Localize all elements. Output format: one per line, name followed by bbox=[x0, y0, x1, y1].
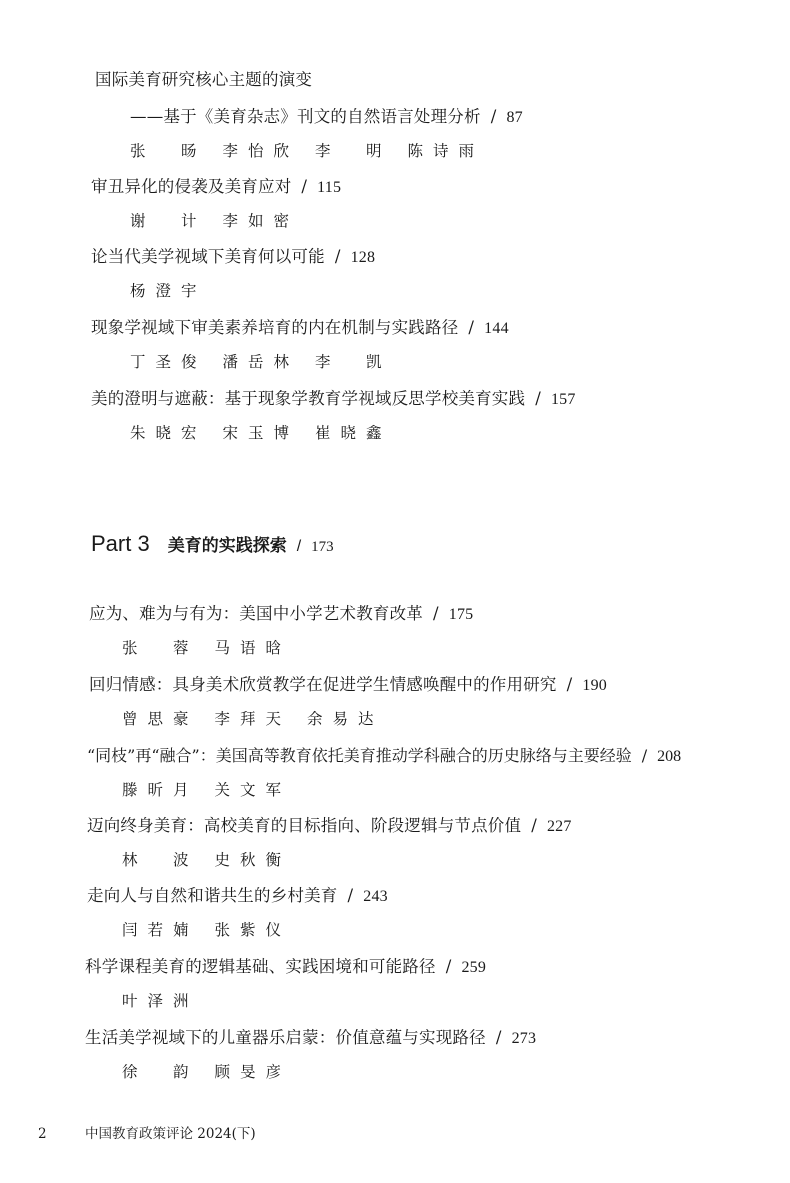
page-number: 157 bbox=[550, 391, 576, 408]
author-name: 顾旻彦 bbox=[214, 1063, 292, 1081]
author-name: 叶泽洲 bbox=[122, 992, 199, 1010]
author-name: 潘岳林 bbox=[222, 353, 300, 371]
title-text: 审丑异化的侵袭及美育应对 bbox=[91, 177, 292, 196]
author-name: 余易达 bbox=[307, 710, 384, 728]
author-name: 崔晓鑫 bbox=[315, 424, 392, 442]
separator: / bbox=[433, 604, 439, 623]
author-name: 徐 韵 bbox=[122, 1063, 199, 1081]
footer-page-number: 2 bbox=[38, 1126, 47, 1142]
author-name: 曾思豪 bbox=[122, 710, 199, 728]
author-name: 李 凯 bbox=[315, 353, 392, 371]
page-number: 208 bbox=[657, 748, 682, 765]
author-name: 李如密 bbox=[222, 212, 300, 230]
author-name: 李怡欣 bbox=[222, 142, 300, 160]
toc-entry-title bbox=[91, 179, 341, 196]
toc-entry-title bbox=[87, 748, 681, 765]
toc-entry-authors bbox=[130, 214, 299, 230]
toc-entry-authors bbox=[122, 923, 291, 939]
page-number: 227 bbox=[546, 818, 572, 835]
toc-entry-title bbox=[91, 391, 576, 408]
author-name: 闫若婻 bbox=[122, 921, 199, 939]
toc-entry-authors bbox=[130, 284, 207, 300]
title-text: 科学课程美育的逻辑基础、实践困境和可能路径 bbox=[85, 957, 436, 976]
page-number: 144 bbox=[484, 320, 509, 337]
page-number: 128 bbox=[350, 249, 376, 266]
toc-entry-authors bbox=[122, 712, 384, 728]
separator: / bbox=[296, 538, 302, 555]
part-title: 美育的实践探索 bbox=[167, 536, 287, 556]
toc-entry-authors bbox=[122, 783, 291, 799]
author-name: 朱晓宏 bbox=[130, 424, 207, 442]
page-number: 273 bbox=[511, 1030, 537, 1047]
page-number: 190 bbox=[582, 677, 607, 694]
title-text: 迈向终身美育：高校美育的目标指向、阶段逻辑与节点价值 bbox=[87, 816, 522, 835]
part-heading bbox=[91, 533, 334, 555]
toc-entry-subtitle bbox=[130, 109, 523, 126]
subtitle-text: ——基于《美育杂志》刊文的自然语言处理分析 bbox=[130, 107, 481, 126]
separator: / bbox=[334, 247, 341, 266]
toc-entry-authors bbox=[130, 426, 392, 442]
author-name: 李 明 bbox=[315, 142, 392, 160]
separator: / bbox=[531, 816, 537, 835]
separator: / bbox=[535, 389, 541, 408]
author-name: 杨澄宇 bbox=[130, 282, 207, 300]
toc-entry-title bbox=[91, 320, 509, 337]
part-label: Part 3 bbox=[91, 531, 150, 556]
author-name: 谢 计 bbox=[130, 212, 207, 230]
author-name: 滕昕月 bbox=[122, 781, 199, 799]
title-text: 美的澄明与遮蔽：基于现象学教育学视域反思学校美育实践 bbox=[91, 389, 526, 408]
page-number: 87 bbox=[506, 109, 523, 126]
author-name: 宋玉博 bbox=[222, 424, 300, 442]
toc-entry-title bbox=[89, 677, 607, 694]
page-number: 173 bbox=[311, 539, 334, 555]
title-text: 应为、难为与有为：美国中小学艺术教育改革 bbox=[89, 604, 423, 623]
separator: / bbox=[566, 675, 573, 694]
author-name: 史秋衡 bbox=[214, 851, 292, 869]
author-name: 张紫仪 bbox=[214, 921, 292, 939]
toc-entry-title bbox=[89, 606, 473, 623]
page-number: 243 bbox=[363, 888, 388, 905]
separator: / bbox=[490, 107, 497, 126]
title-text: 回归情感：具身美术欣赏教学在促进学生情感唤醒中的作用研究 bbox=[89, 675, 557, 694]
page-number: 115 bbox=[317, 179, 342, 196]
author-name: 李拜天 bbox=[214, 710, 292, 728]
toc-entry-authors bbox=[122, 1065, 291, 1081]
author-name: 林 波 bbox=[122, 851, 199, 869]
separator: / bbox=[301, 177, 308, 196]
footer-journal-title: 中国教育政策评论 2024(下) bbox=[85, 1126, 256, 1142]
toc-entry-title bbox=[91, 249, 375, 266]
toc-entry-authors bbox=[130, 144, 484, 160]
author-name: 马语晗 bbox=[214, 639, 292, 657]
author-name: 陈诗雨 bbox=[407, 142, 485, 160]
title-text: 论当代美学视域下美育何以可能 bbox=[91, 247, 325, 266]
author-name: 张 蓉 bbox=[122, 639, 199, 657]
page-number: 259 bbox=[461, 959, 487, 976]
author-name: 丁圣俊 bbox=[130, 353, 207, 371]
separator: / bbox=[347, 886, 354, 905]
author-name: 张 旸 bbox=[130, 142, 207, 160]
toc-entry-authors bbox=[122, 641, 291, 657]
author-name: 关文军 bbox=[214, 781, 292, 799]
toc-entry-authors bbox=[122, 853, 291, 869]
toc-entry-authors bbox=[122, 994, 199, 1010]
toc-entry-title bbox=[85, 1030, 536, 1047]
separator: / bbox=[495, 1028, 502, 1047]
title-text: 现象学视域下审美素养培育的内在机制与实践路径 bbox=[91, 318, 459, 337]
title-text: “同枝”再“融合”：美国高等教育依托美育推动学科融合的历史脉络与主要经验 bbox=[87, 746, 632, 765]
page-number: 175 bbox=[448, 606, 474, 623]
toc-entry-title bbox=[87, 888, 388, 905]
toc-entry-title: 国际美育研究核心主题的演变 bbox=[95, 70, 313, 89]
toc-entry-authors bbox=[130, 355, 392, 371]
separator: / bbox=[468, 318, 475, 337]
title-text: 走向人与自然和谐共生的乡村美育 bbox=[87, 886, 338, 905]
separator: / bbox=[641, 746, 648, 765]
title-text: 生活美学视域下的儿童器乐启蒙：价值意蕴与实现路径 bbox=[85, 1028, 486, 1047]
toc-entry-title bbox=[87, 818, 572, 835]
toc-entry-title bbox=[85, 959, 486, 976]
separator: / bbox=[445, 957, 452, 976]
